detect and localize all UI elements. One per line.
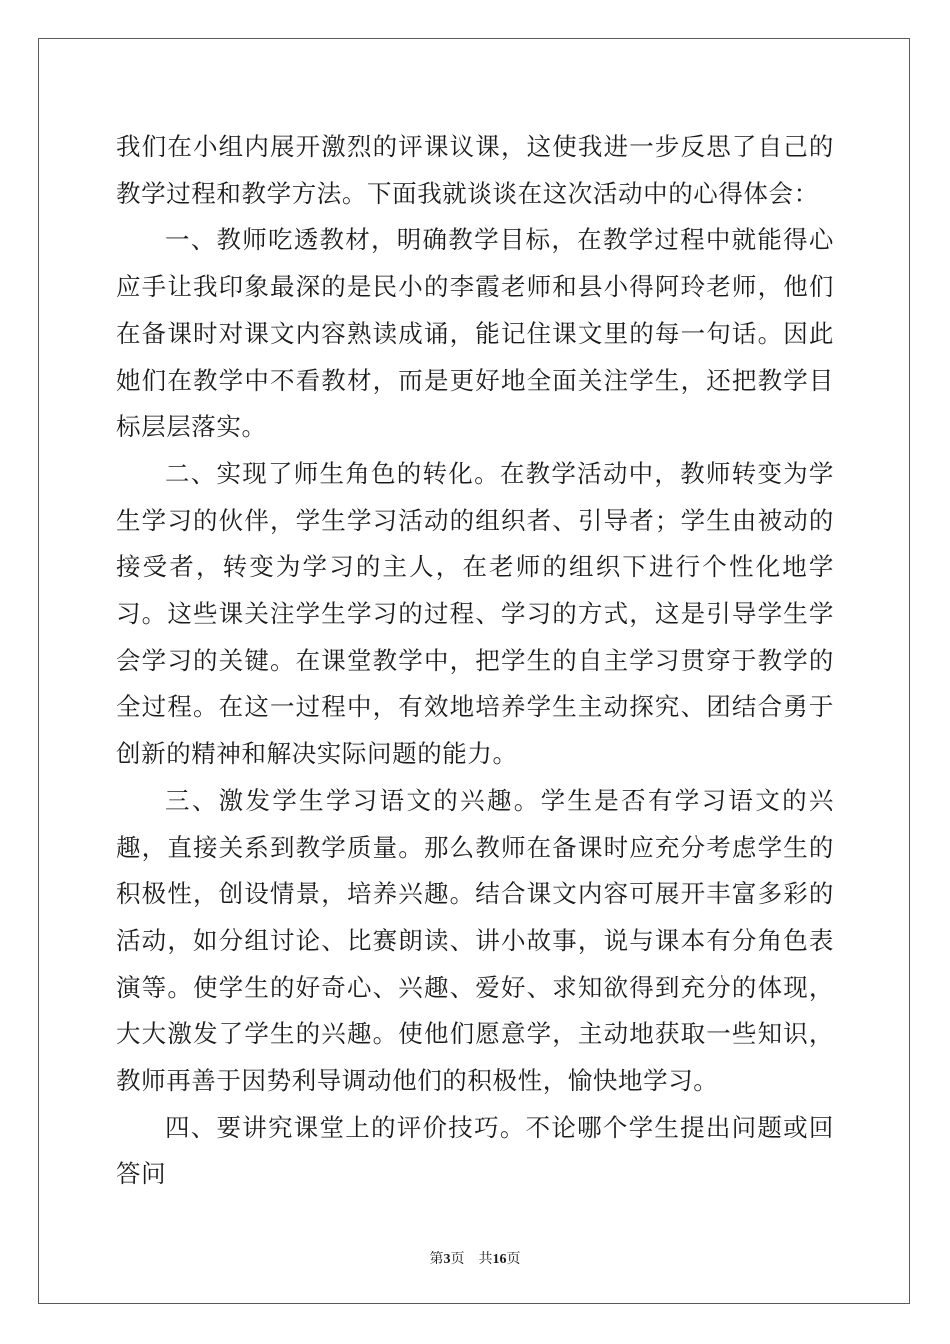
page-suffix: 页 [450, 1252, 465, 1267]
document-body [116, 124, 834, 1198]
paragraph-point-four: 四、要讲究课堂上的评价技巧。不论哪个学生提出问题或回答问 [116, 1112, 834, 1189]
page-prefix: 第 [429, 1252, 444, 1267]
page-number: 3 [443, 1252, 451, 1267]
total-prefix: 共 [478, 1252, 493, 1267]
total-pages: 16 [492, 1252, 507, 1267]
paragraph-point-three: 三、激发学生学习语文的兴趣。学生是否有学习语文的兴趣，直接关系到教学质量。那么教师在备课时应充分考虑学生的积极性，创设情景，培养兴趣。结合课文内容可展开丰富多彩的活动，如分组讨论、比赛朗读、讲小故事，说与课本有分角色表演等。使学生的好奇心、兴趣、爱好、求知欲得到充分的体现，大大激发了学生的兴趣。使他们愿意学，主动地获取一些知识，教师再善于因势利导调动他们的积极性，愉快地学习。 [116, 785, 834, 1096]
paragraph-intro: 我们在小组内展开激烈的评课议课，这使我进一步反思了自己的教学过程和教学方法。下面我就谈谈在这次活动中的心得体会： [116, 132, 834, 208]
paragraph-point-one: 一、教师吃透教材，明确教学目标，在教学过程中就能得心应手让我印象最深的是民小的李霞老师和县小得阿玲老师，他们在备课时对课文内容熟读成诵，能记住课文里的每一句话。因此她们在教学中不看教材，而是更好地全面关注学生，还把教学目标层层落实。 [116, 225, 834, 442]
total-suffix: 页 [506, 1252, 521, 1267]
paragraph-point-two: 二、实现了师生角色的转化。在教学活动中，教师转变为学生学习的伙伴，学生学习活动的组织者、引导者；学生由被动的接受者，转变为学习的主人，在老师的组织下进行个性化地学习。这些课关注学生学习的过程、学习的方式，这是引导学生学会学习的关键。在课堂教学中，把学生的自主学习贯穿于教学的全过程。在这一过程中，有效地培养学生主动探究、团结合勇于创新的精神和解决实际问题的能力。 [116, 458, 834, 769]
page-footer [0, 1248, 950, 1268]
